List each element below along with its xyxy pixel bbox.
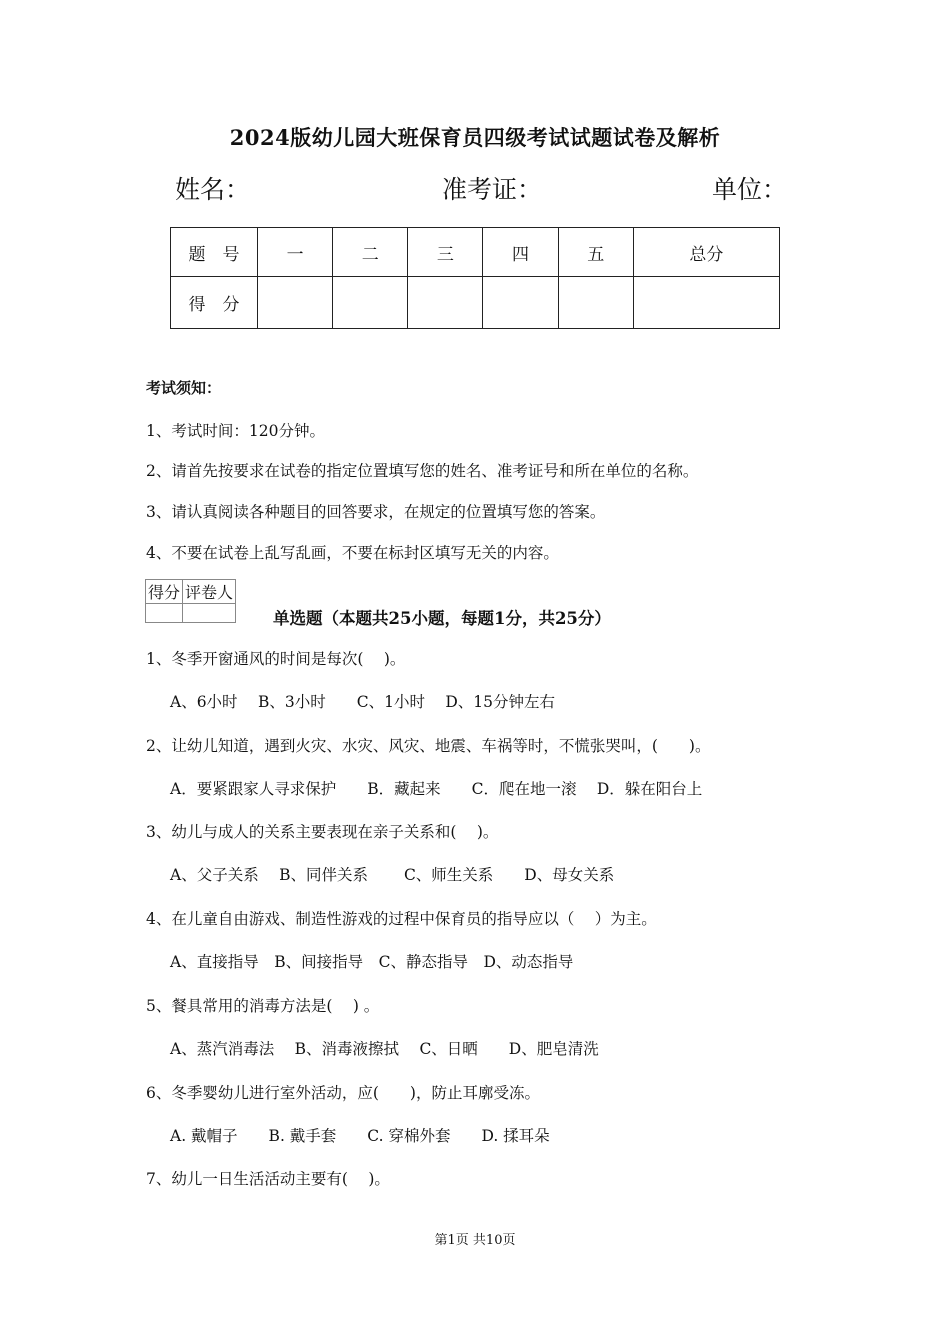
grader-score-cell[interactable] xyxy=(146,604,183,623)
unit-field-label: 单位： xyxy=(712,175,788,204)
question-text: 5、餐具常用的消毒方法是( ) 。 xyxy=(146,997,380,1015)
question-options: A. 戴帽子 B. 戴手套 C. 穿棉外套 D. 揉耳朵 xyxy=(170,1127,550,1145)
header-cell-1: 一 xyxy=(258,228,333,277)
question-options: A、直接指导 B、间接指导 C、静态指导 D、动态指导 xyxy=(170,953,574,971)
notice-item: 4、不要在试卷上乱写乱画，不要在标封区填写无关的内容。 xyxy=(146,544,559,562)
header-cell-label: 题 号 xyxy=(171,228,258,277)
header-cell-4: 四 xyxy=(483,228,558,277)
question-text: 1、冬季开窗通风的时间是每次( )。 xyxy=(146,650,406,668)
score-table xyxy=(170,227,780,329)
notice-item: 3、请认真阅读各种题目的回答要求，在规定的位置填写您的答案。 xyxy=(146,503,606,521)
header-cell-5: 五 xyxy=(558,228,633,277)
header-cell-2: 二 xyxy=(333,228,408,277)
score-cell-1[interactable] xyxy=(258,277,333,329)
header-cell-3: 三 xyxy=(408,228,483,277)
score-cell-3[interactable] xyxy=(408,277,483,329)
grader-table-blank-row xyxy=(146,604,236,623)
question-text: 7、幼儿一日生活活动主要有( )。 xyxy=(146,1170,390,1188)
question-options: A．要紧跟家人寻求保护 B．藏起来 C．爬在地一滚 D．躲在阳台上 xyxy=(170,780,703,798)
question-options: A、父子关系 B、同伴关系 C、师生关系 D、母女关系 xyxy=(170,866,615,884)
question-text: 4、在儿童自由游戏、制造性游戏的过程中保育员的指导应以（ ）为主。 xyxy=(146,910,657,928)
notice-heading: 考试须知： xyxy=(146,379,222,397)
score-row-label: 得 分 xyxy=(171,277,258,329)
question-text: 3、幼儿与成人的关系主要表现在亲子关系和( )。 xyxy=(146,823,499,841)
question-options: A、6小时 B、3小时 C、1小时 D、15分钟左右 xyxy=(170,693,556,711)
notice-item: 2、请首先按要求在试卷的指定位置填写您的姓名、准考证号和所在单位的名称。 xyxy=(146,462,699,480)
page-title: 2024版幼儿园大班保育员四级考试试题试卷及解析 xyxy=(229,125,721,150)
header-cell-total: 总分 xyxy=(633,228,779,277)
ticket-field-label: 准考证： xyxy=(442,175,543,204)
grader-table xyxy=(145,579,236,623)
question-text: 6、冬季婴幼儿进行室外活动，应( )，防止耳廓受冻。 xyxy=(146,1084,540,1102)
score-cell-5[interactable] xyxy=(558,277,633,329)
grader-score-label: 得分 xyxy=(146,580,183,604)
name-field-label: 姓名： xyxy=(175,175,251,204)
question-text: 2、让幼儿知道，遇到火灾、水灾、风灾、地震、车祸等时，不慌张哭叫，( )。 xyxy=(146,737,711,755)
score-cell-2[interactable] xyxy=(333,277,408,329)
grader-reviewer-cell[interactable] xyxy=(183,604,236,623)
score-table-score-row xyxy=(171,277,780,329)
score-cell-total[interactable] xyxy=(633,277,779,329)
page-footer: 第1页 共10页 xyxy=(434,1233,516,1248)
score-table-header-row xyxy=(171,228,780,277)
question-options: A、蒸汽消毒法 B、消毒液擦拭 C、日晒 D、肥皂清洗 xyxy=(170,1040,599,1058)
notice-item: 1、考试时间：120分钟。 xyxy=(146,422,325,440)
section-heading: 单选题（本题共25小题，每题1分，共25分） xyxy=(273,609,611,628)
score-cell-4[interactable] xyxy=(483,277,558,329)
grader-table-header-row xyxy=(146,580,236,604)
grader-reviewer-label: 评卷人 xyxy=(183,580,236,604)
